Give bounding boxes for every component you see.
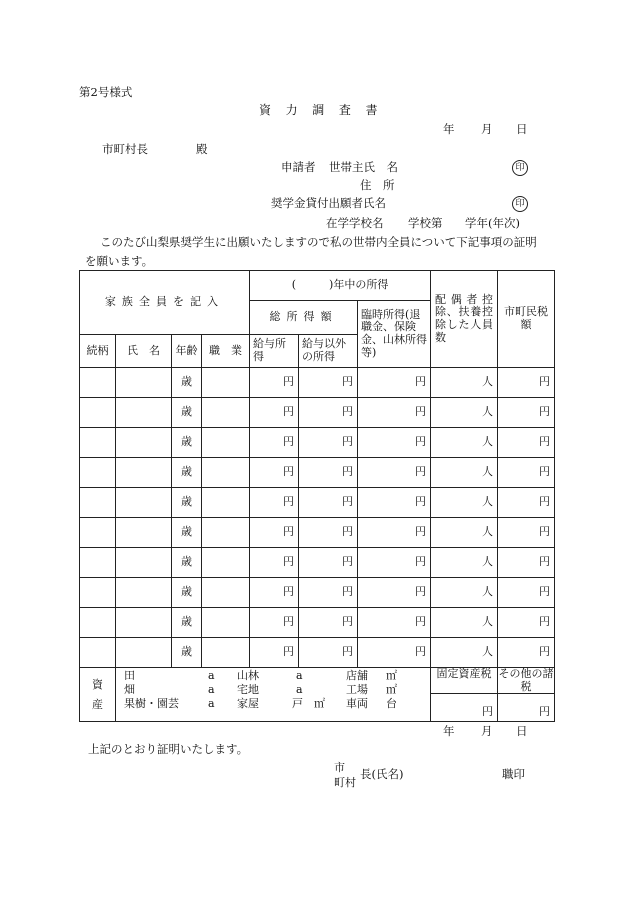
age-cell[interactable]: 歳 <box>172 578 202 608</box>
other-tax-header: その他の諸税 <box>498 667 554 693</box>
age-cell[interactable]: 歳 <box>172 458 202 488</box>
family-member-row <box>80 398 555 428</box>
dependents-cell[interactable]: 人 <box>431 368 498 398</box>
asset-unit: a <box>208 683 215 696</box>
other-income-cell[interactable]: 円 <box>299 428 358 458</box>
occupation-cell[interactable] <box>202 518 250 548</box>
header-city-tax: 市町民税 額 <box>498 271 555 368</box>
other-income-cell[interactable]: 円 <box>299 368 358 398</box>
grade-label: 学年(年次) <box>465 216 520 230</box>
relation-cell[interactable] <box>80 548 116 578</box>
relation-cell[interactable] <box>80 608 116 638</box>
borrower-name-label: 奨学金貸付出願者氏名 <box>271 196 386 210</box>
occupation-cell[interactable] <box>202 398 250 428</box>
asset-item-label: 果樹・園芸 <box>124 697 179 710</box>
dependents-cell[interactable]: 人 <box>431 518 498 548</box>
asset-item-label: 家屋 <box>237 697 259 710</box>
relation-cell[interactable] <box>80 578 116 608</box>
asset-unit: a <box>296 669 303 682</box>
temporary-income-cell[interactable]: 円 <box>358 608 431 638</box>
request-text-line2: を願います。 <box>85 254 154 268</box>
other-income-cell[interactable]: 円 <box>299 638 358 668</box>
official-seal: 職印 <box>502 767 525 781</box>
salary-income-cell[interactable]: 円 <box>250 518 299 548</box>
family-income-table <box>79 270 560 722</box>
other-income-cell[interactable]: 円 <box>299 458 358 488</box>
header-dependents: 配偶者控除、扶養控除した人員 数 <box>431 271 498 368</box>
asset-unit: ㎡ <box>386 683 397 696</box>
other-income-cell[interactable]: 円 <box>299 608 358 638</box>
temporary-income-cell[interactable]: 円 <box>358 548 431 578</box>
temporary-income-cell[interactable]: 円 <box>358 578 431 608</box>
cert-date-day: 日 <box>516 724 528 738</box>
relation-cell[interactable] <box>80 518 116 548</box>
cert-mayor-name: 長(氏名) <box>360 767 404 781</box>
city-tax-cell[interactable]: 円 <box>498 578 555 608</box>
asset-unit: ㎡ <box>314 697 325 710</box>
temporary-income-cell[interactable]: 円 <box>358 368 431 398</box>
city-tax-cell[interactable]: 円 <box>498 488 555 518</box>
asset-item-label: 山林 <box>237 669 259 682</box>
occupation-cell[interactable] <box>202 608 250 638</box>
age-cell[interactable]: 歳 <box>172 398 202 428</box>
header-name: 氏 名 <box>116 335 172 368</box>
family-member-row <box>80 548 555 578</box>
city-tax-cell[interactable]: 円 <box>498 368 555 398</box>
document-title: 資 力 調 査 書 <box>259 103 383 117</box>
salary-income-cell[interactable]: 円 <box>250 608 299 638</box>
seal-mark-1: 印 <box>512 160 528 176</box>
address-label: 住 所 <box>360 178 395 192</box>
city-tax-cell[interactable]: 円 <box>498 638 555 668</box>
cert-town-village: 町村 <box>334 776 356 789</box>
other-tax-value: 円 <box>498 694 555 722</box>
school-label: 学校第 <box>408 216 443 230</box>
cert-city: 市 <box>334 761 345 774</box>
occupation-cell[interactable] <box>202 548 250 578</box>
asset-unit: a <box>296 683 303 696</box>
date-month: 月 <box>481 122 493 136</box>
city-tax-cell[interactable]: 円 <box>498 608 555 638</box>
header-income-year: ( )年中の所得 <box>250 271 431 301</box>
name-cell[interactable] <box>116 578 172 608</box>
salary-income-cell[interactable]: 円 <box>250 578 299 608</box>
assets-label: 資産 <box>80 668 116 722</box>
date-year: 年 <box>443 122 455 136</box>
family-member-row <box>80 638 555 668</box>
asset-item-label: 工場 <box>346 683 368 696</box>
other-income-cell[interactable]: 円 <box>299 518 358 548</box>
occupation-cell[interactable] <box>202 488 250 518</box>
name-cell[interactable] <box>116 398 172 428</box>
age-cell[interactable]: 歳 <box>172 368 202 398</box>
temporary-income-cell[interactable]: 円 <box>358 458 431 488</box>
asset-unit: ㎡ <box>386 669 397 682</box>
family-member-row <box>80 368 555 398</box>
relation-cell[interactable] <box>80 428 116 458</box>
occupation-cell[interactable] <box>202 368 250 398</box>
header-family-members: 家族全員を記入 <box>80 271 250 335</box>
salary-income-cell[interactable]: 円 <box>250 458 299 488</box>
salary-income-cell[interactable]: 円 <box>250 548 299 578</box>
family-member-row <box>80 518 555 548</box>
age-cell[interactable]: 歳 <box>172 488 202 518</box>
other-income-cell[interactable]: 円 <box>299 488 358 518</box>
fixed-asset-tax-header: 固定資産税 <box>431 668 498 694</box>
asset-unit: a <box>208 697 215 710</box>
age-cell[interactable]: 歳 <box>172 548 202 578</box>
dependents-cell[interactable]: 人 <box>431 398 498 428</box>
asset-item-label: 畑 <box>124 683 135 696</box>
family-member-row <box>80 488 555 518</box>
temporary-income-cell[interactable]: 円 <box>358 638 431 668</box>
header-other-income: 給与以外の所得 <box>299 335 358 368</box>
dependents-cell[interactable]: 人 <box>431 428 498 458</box>
temporary-income-cell[interactable]: 円 <box>358 428 431 458</box>
salary-income-cell[interactable]: 円 <box>250 368 299 398</box>
dependents-cell[interactable]: 人 <box>431 608 498 638</box>
asset-unit: 戸 <box>292 697 303 710</box>
salary-income-cell[interactable]: 円 <box>250 398 299 428</box>
occupation-cell[interactable] <box>202 578 250 608</box>
occupation-cell[interactable] <box>202 458 250 488</box>
header-occupation: 職 業 <box>202 335 250 368</box>
dependents-cell[interactable]: 人 <box>431 638 498 668</box>
header-relation: 続柄 <box>80 335 116 368</box>
dependents-cell[interactable]: 人 <box>431 488 498 518</box>
temporary-income-cell[interactable]: 円 <box>358 488 431 518</box>
relation-cell[interactable] <box>80 398 116 428</box>
applicant-label: 申請者 <box>281 160 316 174</box>
age-cell[interactable]: 歳 <box>172 608 202 638</box>
asset-item-label: 店舗 <box>346 669 368 682</box>
name-cell[interactable] <box>116 638 172 668</box>
header-total-income: 総所得額 <box>250 301 358 335</box>
cert-date-month: 月 <box>481 724 493 738</box>
age-cell[interactable]: 歳 <box>172 638 202 668</box>
date-day: 日 <box>516 122 528 136</box>
fixed-asset-tax-value: 円 <box>431 694 498 722</box>
family-member-row <box>80 608 555 638</box>
city-tax-cell[interactable]: 円 <box>498 428 555 458</box>
header-temporary-income: 臨時所得(退職金、保険金、山林所得等) <box>358 301 431 368</box>
dependents-cell[interactable]: 人 <box>431 578 498 608</box>
relation-cell[interactable] <box>80 638 116 668</box>
age-cell[interactable]: 歳 <box>172 518 202 548</box>
honorific: 殿 <box>196 142 208 156</box>
asset-item-label: 宅地 <box>237 683 259 696</box>
family-member-row <box>80 578 555 608</box>
relation-cell[interactable] <box>80 368 116 398</box>
name-cell[interactable] <box>116 368 172 398</box>
other-income-cell[interactable]: 円 <box>299 398 358 428</box>
name-cell[interactable] <box>116 488 172 518</box>
name-cell[interactable] <box>116 608 172 638</box>
city-tax-cell[interactable]: 円 <box>498 398 555 428</box>
asset-unit: a <box>208 669 215 682</box>
dependents-cell[interactable]: 人 <box>431 548 498 578</box>
dependents-cell[interactable]: 人 <box>431 458 498 488</box>
cert-date-year: 年 <box>443 724 455 738</box>
header-age: 年齢 <box>172 335 202 368</box>
city-tax-cell[interactable]: 円 <box>498 458 555 488</box>
name-cell[interactable] <box>116 518 172 548</box>
name-cell[interactable] <box>116 428 172 458</box>
request-text-line1: このたび山梨県奨学生に出願いたしますので私の世帯内全員について下記事項の証明 <box>100 235 537 249</box>
assets-list <box>116 668 431 722</box>
mayor-addressee: 市町村長 <box>102 142 148 156</box>
header-salary-income: 給与所得 <box>250 335 299 368</box>
salary-income-cell[interactable]: 円 <box>250 638 299 668</box>
city-tax-cell[interactable]: 円 <box>498 518 555 548</box>
other-income-cell[interactable]: 円 <box>299 548 358 578</box>
seal-mark-2: 印 <box>512 196 528 212</box>
age-cell[interactable]: 歳 <box>172 428 202 458</box>
certification-statement: 上記のとおり証明いたします。 <box>88 742 249 756</box>
name-cell[interactable] <box>116 458 172 488</box>
relation-cell[interactable] <box>80 488 116 518</box>
relation-cell[interactable] <box>80 458 116 488</box>
form-number: 第2号様式 <box>79 85 133 99</box>
occupation-cell[interactable] <box>202 428 250 458</box>
city-tax-cell[interactable]: 円 <box>498 548 555 578</box>
householder-name-label: 世帯主氏 名 <box>329 160 398 174</box>
temporary-income-cell[interactable]: 円 <box>358 398 431 428</box>
temporary-income-cell[interactable]: 円 <box>358 518 431 548</box>
salary-income-cell[interactable]: 円 <box>250 488 299 518</box>
family-member-row <box>80 458 555 488</box>
salary-income-cell[interactable]: 円 <box>250 428 299 458</box>
asset-item-label: 車両 <box>346 697 368 710</box>
asset-unit: 台 <box>386 697 397 710</box>
other-income-cell[interactable]: 円 <box>299 578 358 608</box>
name-cell[interactable] <box>116 548 172 578</box>
asset-item-label: 田 <box>124 669 135 682</box>
family-member-row <box>80 428 555 458</box>
school-name-label: 在学学校名 <box>326 216 384 230</box>
occupation-cell[interactable] <box>202 638 250 668</box>
